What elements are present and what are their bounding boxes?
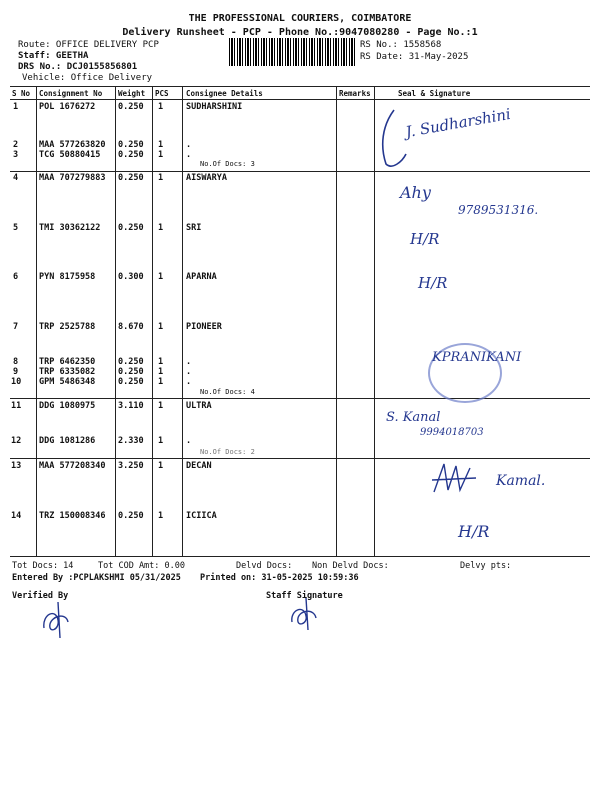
column-header-remarks: Remarks (339, 89, 371, 98)
row-sno: 7 (13, 322, 19, 332)
row-weight: 2.330 (118, 436, 144, 446)
row-sno: 12 (11, 436, 22, 446)
signature-text: J. Sudharshini (404, 104, 513, 142)
row-pcs: 1 (158, 150, 164, 160)
row-pcs: 1 (158, 173, 164, 183)
vehicle-label: Vehicle: Office Delivery (22, 73, 153, 83)
barcode-image (229, 38, 355, 66)
total-docs: Tot Docs: 14 (12, 561, 74, 571)
row-consignee: ICIICA (186, 511, 217, 521)
row-weight: 0.250 (118, 367, 144, 377)
row-weight: 3.110 (118, 401, 144, 411)
verified-by-signature (38, 598, 78, 640)
route-label: Route: OFFICE DELIVERY PCP (18, 40, 159, 50)
row-pcs: 1 (158, 140, 164, 150)
row-weight: 0.250 (118, 377, 144, 387)
table-bottom-border (10, 556, 590, 557)
signature-phone: 9789531316. (458, 203, 539, 217)
signature-scribble (372, 104, 412, 174)
runsheet-title: Delivery Runsheet - PCP - Phone No.:9047080280 - Page No.:1 (122, 27, 478, 38)
signature-text: S. Kanal (386, 410, 441, 425)
row-consignment: TRP 6462350 (39, 357, 96, 367)
row-pcs: 1 (158, 102, 164, 112)
docs-count-note: No.Of Docs: 4 (200, 388, 255, 396)
table-header-border (10, 99, 590, 100)
row-consignee: . (186, 367, 192, 377)
row-pcs: 1 (158, 461, 164, 471)
row-weight: 0.250 (118, 511, 144, 521)
signature-text: Ahy (400, 183, 431, 202)
column-divider (336, 86, 337, 556)
column-divider (36, 86, 37, 556)
row-consignee: PIONEER (186, 322, 222, 332)
row-sno: 10 (11, 377, 22, 387)
row-weight: 0.300 (118, 272, 144, 282)
row-consignee: ULTRA (186, 401, 212, 411)
column-divider (152, 86, 153, 556)
row-pcs: 1 (158, 511, 164, 521)
row-pcs: 1 (158, 377, 164, 387)
delivery-points: Delvy pts: (460, 561, 512, 571)
row-consignment: TRP 2525788 (39, 322, 96, 332)
row-weight: 3.250 (118, 461, 144, 471)
row-weight: 8.670 (118, 322, 144, 332)
row-pcs: 1 (158, 272, 164, 282)
delivered-docs: Delvd Docs: (236, 561, 293, 571)
row-consignee: SRI (186, 223, 202, 233)
row-weight: 0.250 (118, 102, 144, 112)
row-consignment: TRP 6335082 (39, 367, 96, 377)
row-consignment: POL 1676272 (39, 102, 96, 112)
docs-count-note: No.Of Docs: 3 (200, 160, 255, 168)
staff-signature (286, 596, 326, 632)
column-header-seal-signature: Seal & Signature (398, 89, 471, 98)
row-sno: 5 (13, 223, 19, 233)
row-consignment: GPM 5486348 (39, 377, 96, 387)
signature-text: H/R (418, 274, 448, 292)
row-weight: 0.250 (118, 357, 144, 367)
column-divider (115, 86, 116, 556)
row-consignment: DDG 1080975 (39, 401, 96, 411)
signature-text: H/R (458, 522, 490, 541)
row-pcs: 1 (158, 223, 164, 233)
non-delivered-docs: Non Delvd Docs: (312, 561, 389, 571)
row-weight: 0.250 (118, 140, 144, 150)
row-divider (10, 398, 590, 399)
company-name: THE PROFESSIONAL COURIERS, COIMBATORE (188, 13, 412, 24)
row-consignment: PYN 8175958 (39, 272, 96, 282)
row-consignment: MAA 707279883 (39, 173, 106, 183)
printed-on: Printed on: 31-05-2025 10:59:36 (200, 573, 359, 583)
row-consignee: . (186, 150, 192, 160)
row-weight: 0.250 (118, 173, 144, 183)
docs-count-note: No.Of Docs: 2 (200, 448, 255, 456)
row-consignment: MAA 577208340 (39, 461, 106, 471)
row-consignment: MAA 577263820 (39, 140, 106, 150)
column-header-sno: S No (12, 89, 31, 98)
signature-scribble (430, 460, 480, 498)
row-consignee: DECAN (186, 461, 212, 471)
row-consignee: . (186, 357, 192, 367)
staff-signature-label: Staff Signature (266, 591, 343, 601)
row-consignment: TRZ 150008346 (39, 511, 106, 521)
rs-number: RS No.: 1558568 (360, 40, 442, 50)
drs-number: DRS No.: DCJ0155856801 (18, 62, 138, 72)
row-consignee: . (186, 140, 192, 150)
signature-text: Kamal. (496, 473, 546, 489)
row-divider (10, 458, 590, 459)
row-pcs: 1 (158, 367, 164, 377)
row-consignee: AISWARYA (186, 173, 227, 183)
verified-by-label: Verified By (12, 591, 69, 601)
row-sno: 2 (13, 140, 19, 150)
row-consignment: TMI 30362122 (39, 223, 101, 233)
row-consignment: DDG 1081286 (39, 436, 96, 446)
row-sno: 8 (13, 357, 19, 367)
row-consignee: SUDHARSHINI (186, 102, 243, 112)
row-consignee: . (186, 377, 192, 387)
entered-by: Entered By :PCPLAKSHMI 05/31/2025 (12, 573, 181, 583)
row-sno: 14 (11, 511, 22, 521)
row-sno: 3 (13, 150, 19, 160)
row-pcs: 1 (158, 436, 164, 446)
row-pcs: 1 (158, 401, 164, 411)
column-divider (182, 86, 183, 556)
row-sno: 4 (13, 173, 19, 183)
row-weight: 0.250 (118, 150, 144, 160)
row-weight: 0.250 (118, 223, 144, 233)
row-divider (10, 171, 590, 172)
column-header-pcs: PCS (155, 89, 169, 98)
row-consignment: TCG 50880415 (39, 150, 101, 160)
row-pcs: 1 (158, 322, 164, 332)
signature-phone: 9994018703 (420, 427, 484, 438)
column-header-consignee: Consignee Details (186, 89, 263, 98)
row-consignee: APARNA (186, 272, 217, 282)
row-sno: 13 (11, 461, 22, 471)
rs-date: RS Date: 31-May-2025 (360, 52, 469, 62)
table-top-border (10, 86, 590, 87)
row-sno: 9 (13, 367, 19, 377)
row-pcs: 1 (158, 357, 164, 367)
row-sno: 1 (13, 102, 19, 112)
staff-label: Staff: GEETHA (18, 51, 89, 61)
signature-text: H/R (410, 230, 440, 248)
row-sno: 11 (11, 401, 22, 411)
row-consignee: . (186, 436, 192, 446)
column-header-consignment: Consignment No (39, 89, 103, 98)
signature-text: KPRANIKANI (432, 350, 522, 365)
column-header-weight: Weight (118, 89, 146, 98)
total-cod-amount: Tot COD Amt: 0.00 (98, 561, 185, 571)
row-sno: 6 (13, 272, 19, 282)
